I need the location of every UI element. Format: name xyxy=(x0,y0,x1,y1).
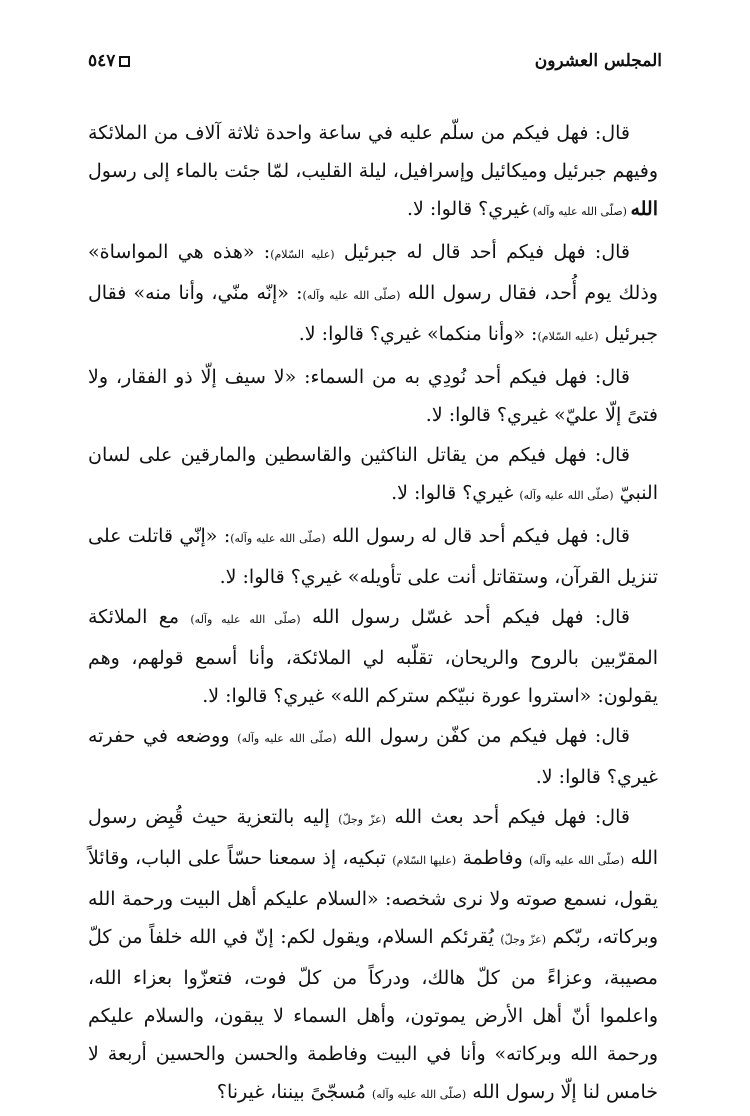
paragraph-text: : «هذه هي المواساة» وذلك يوم أُحد، فقال رسول الله xyxy=(88,241,658,304)
honorific-phrase: (صلّى الله عليه وآله) xyxy=(529,205,631,218)
paragraph-text: قال: فهل فيكم أحد غسّل رسول الله xyxy=(300,606,630,628)
honorific-phrase: (صلّى الله عليه وآله) xyxy=(529,854,625,867)
paragraph-text: وفاطمة xyxy=(456,847,530,869)
paragraph-text: : «إنّي قاتلت على تنزيل القرآن، وستقاتل أنت على تأويله» غيري؟ قالوا: لا. xyxy=(88,525,658,588)
emphasized-text: الله xyxy=(630,198,658,220)
paragraph xyxy=(88,717,658,796)
running-title: المجلس العشرون xyxy=(534,51,662,71)
paragraph xyxy=(88,598,658,715)
honorific-phrase: (صلّى الله عليه وآله) xyxy=(302,289,401,302)
honorific-phrase: (عليها السّلام) xyxy=(392,854,457,867)
paragraph xyxy=(88,517,658,596)
paragraph-text: قال: فهل فيكم أحد بعث الله xyxy=(385,806,630,828)
page-number-group xyxy=(88,51,130,71)
paragraph-text: قال: فهل فيكم من سلّم عليه في ساعة واحدة ثلاثة آلاف من الملائكة وفيهم جبرئيل وميكائيل وإسرافيل، ليلة القليب، لمّا جئت بالماء إلى رسول xyxy=(88,122,658,182)
paragraph-text: قال: فهل فيكم من يقاتل الناكثين والقاسطين والمارقين على لسان النبيّ xyxy=(88,444,658,504)
honorific-phrase: (عزّ وجلّ) xyxy=(338,813,386,826)
paragraph-text: مع الملائكة المقرّبين بالروح والريحان، تقلّبه لي الملائكة، وأنا أسمع قولهم، وهم يقولون: «استروا عورة نبيّكم ستركم الله» غيري؟ قالوا: لا. xyxy=(88,606,658,707)
paragraph-text: يُقرئكم السلام، ويقول لكم: إنّ في الله خلفاً من كلّ مصيبة، وعزاءً من كلّ هالك، ودركاً من كلّ فوت، فتعزّوا بعزاء الله، واعلموا أنّ أهل الأرض يموتون، وأهل السماء لا يبقون، والسلام عليكم ورحمة الله وبركاته» وأنا في البيت وفاطمة والحسن والحسين أربعة لا خامس لنا إلّا رسول الله xyxy=(88,926,658,1103)
page-number: ٥٤٧ xyxy=(88,51,116,71)
paragraph xyxy=(88,436,658,515)
paragraph-text: قال: فهل فيكم أحد قال له جبرئيل xyxy=(334,241,630,263)
body-text xyxy=(88,114,658,1116)
paragraph-text: قال: فهل فيكم من كفّن رسول الله xyxy=(336,725,630,747)
paragraph-text: : «وأنا منكما» غيري؟ قالوا: لا. xyxy=(298,323,538,345)
paragraph-text: تبكيه، إذ سمعنا حسّاً على الباب، وقائلاً يقول، نسمع صوته ولا نرى شخصه: «السلام عليكم أهل البيت ورحمة الله وبركاته، ربّكم xyxy=(88,847,658,948)
paragraph-text: قال: فهل فيكم أحد نُودِي به من السماء: «لا سيف إلّا ذو الفقار، ولا فتىً إلّا عليّ» غيري؟ قالوا: لا. xyxy=(88,366,658,426)
honorific-phrase: (صلّى الله عليه وآله) xyxy=(230,532,326,545)
honorific-phrase: (عزّ وجلّ) xyxy=(500,933,546,946)
honorific-phrase: (صلّى الله عليه وآله) xyxy=(371,1088,467,1101)
paragraph-text: قال: فهل فيكم أحد قال له رسول الله xyxy=(325,525,630,547)
paragraph-text: غيري؟ قالوا: لا. xyxy=(391,482,520,504)
paragraph-text: مُسجّىً بيننا، غيرنا؟ xyxy=(216,1081,372,1103)
honorific-phrase: (صلّى الله عليه وآله) xyxy=(237,732,337,745)
paragraph-text: ووضعه في حفرته غيري؟ قالوا: لا. xyxy=(88,725,658,788)
page-header xyxy=(88,46,662,76)
paragraph xyxy=(88,798,658,1114)
paragraph-text: إليه بالتعزية حيث قُبِض رسول الله xyxy=(88,806,658,869)
paragraph-text: غيري؟ قالوا: لا. xyxy=(407,198,530,220)
paragraph xyxy=(88,358,658,434)
honorific-phrase: (صلّى الله عليه وآله) xyxy=(519,489,614,502)
paragraph-text: : «إنّه منّي، وأنا منه» فقال جبرئيل xyxy=(88,282,658,345)
honorific-phrase: (صلّى الله عليه وآله) xyxy=(190,613,301,626)
honorific-phrase: (عليه السّلام) xyxy=(537,330,599,343)
paragraph xyxy=(88,114,658,231)
paragraph xyxy=(88,233,658,356)
honorific-phrase: (عليه السّلام) xyxy=(270,248,335,261)
page-marker-square-icon xyxy=(119,56,130,67)
